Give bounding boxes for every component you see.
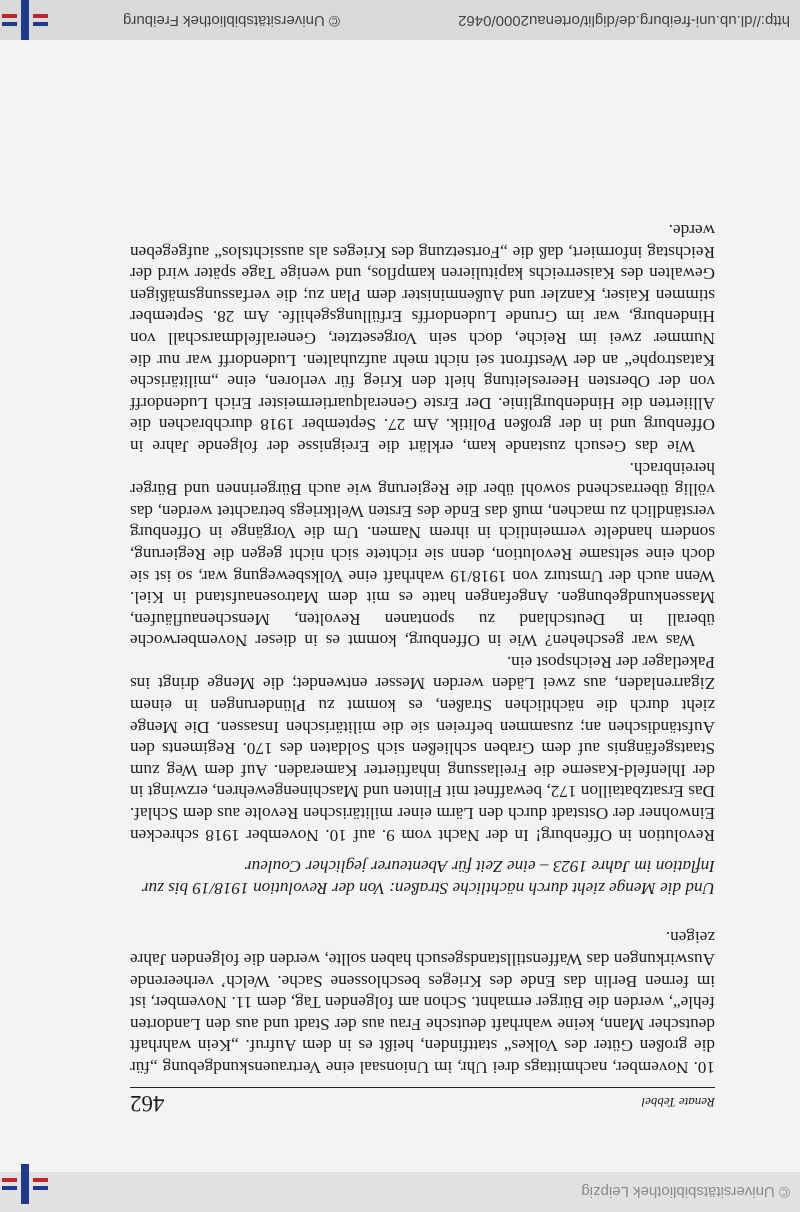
- top-credit: © Universitätsbibliothek Leipzig: [581, 1183, 790, 1200]
- paragraph: Wie das Gesuch zustande kam, erklärt die Ereignisse der folgende Jahre in Offenburg und in der großen Politik. Am 27. September 1918 durchbrachen die Alliierten die Hindenburglinie. Der Erste Generalquartiermeister Erich Ludendorff von der Obersten Heeresleitung hielt den Krieg für verloren, eine „militärische Katastrophe“ an der Westfront sei nicht mehr aufzuhalten. Ludendorff war nur die Nummer zwei im Reiche, doch sein Vorgesetzter, Generalfeldmarschall von Hindenburg, war im Grunde Ludendorffs Erfüllungsgehilfe. Am 28. September stimmen Kaiser, Kanzler und Außenminister dem Plan zu; die verfassungsmäßigen Gewalten des Kaiserreichs kapitulieren kampflos, und wenige Tage später wird der Reichstag informiert, daß die „Fortsetzung des Krieges als aussichtslos“ aufgegeben werde.: [130, 221, 715, 456]
- paragraph: Was war geschehen? Wie in Offenburg, kommt es in dieser Novemberwoche überall in Deutschland zu spontanen Revolten, Menschenaufläufen, Massenkundgebungen. Angefangen hatte es mit dem Matrosenaufstand in Kiel. Wenn auch der Umsturz von 1918/19 wahrhaft eine Volksbewegung war, so ist sie doch eine seltsame Revolution, denn sie richtete sich nicht gegen die Regierung, sondern handelte vermeintlich in ihrem Namen. Um die Vorgänge in Offenburg verständlich zu machen, muß das Ende des Ersten Weltkriegs betrachtet werden, das völlig überraschend sowohl über die Regierung wie auch Bürgerinnen und Bürger hereinbrach.: [130, 458, 715, 651]
- library-logo-icon: [0, 0, 48, 40]
- chapter-title: Und die Menge zieht durch nächtliche Straßen: Von der Revolution 1918/19 bis zur Inflation im Jahre 1923 – eine Zeit für Abenteurer jeglicher Couleur: [141, 857, 715, 898]
- viewer-bottom-bar: [0, 0, 800, 40]
- page-header: [130, 1092, 715, 1116]
- paragraph: 10. November, nachmittags drei Uhr, im Unionsaal eine Vertrauenskundgebung „für die großen Güter des Volkes“ stattfinden, heißt es in dem Aufruf. „Kein wahrhaft deutscher Mann, keine wahrhaft deutsche Frau aus der Stadt und aus den Landorten fehle“, werden die Bürger ermahnt. Schon am folgenden Tag, dem 11. November, ist im fernen Berlin das Ende des Krieges beschlossene Sache. Welch’ verheerende Auswirkungen das Waffenstillstandsgesuch haben sollte, werden die folgenden Jahre zeigen.: [130, 928, 715, 1077]
- paragraph: Revolution in Offenburg! In der Nacht vom 9. auf 10. November 1918 schrecken Einwohner der Oststadt durch den Lärm einer militärischen Revolte aus dem Schlaf. Das Ersatzbataillon 172, bewaffnet mit Flinten und Maschinengewehren, erzwingt in der Ihlenfeld-Kaserne die Freilassung inhaftierter Kameraden. Auf dem Weg zum Staatsgefängnis auf dem Graben schließen sich Soldaten des 170. Regiments den Aufständischen an; zusammen befreien sie die militärischen Insassen. Die Menge zieht durch die nächtlichen Straßen, es kommt zu Plünderungen in einem Zigarrenladen, aus zwei Läden werden Messer entwendet; die Menge dringt ins Paketlager der Reichspost ein.: [130, 652, 715, 845]
- library-logo-icon: [0, 1164, 48, 1204]
- viewer-top-bar: [0, 1172, 800, 1212]
- bottom-credit: © Universitätsbibliothek Freiburg: [123, 12, 340, 29]
- source-url-link[interactable]: http://dl.ub.uni-freiburg.de/diglit/ortenau2000/0462: [458, 12, 790, 29]
- article-body: [130, 219, 715, 1078]
- running-head-author: Renate Tebbel: [641, 1095, 715, 1110]
- header-rule: [130, 1087, 715, 1088]
- page-number: 462: [130, 1091, 165, 1116]
